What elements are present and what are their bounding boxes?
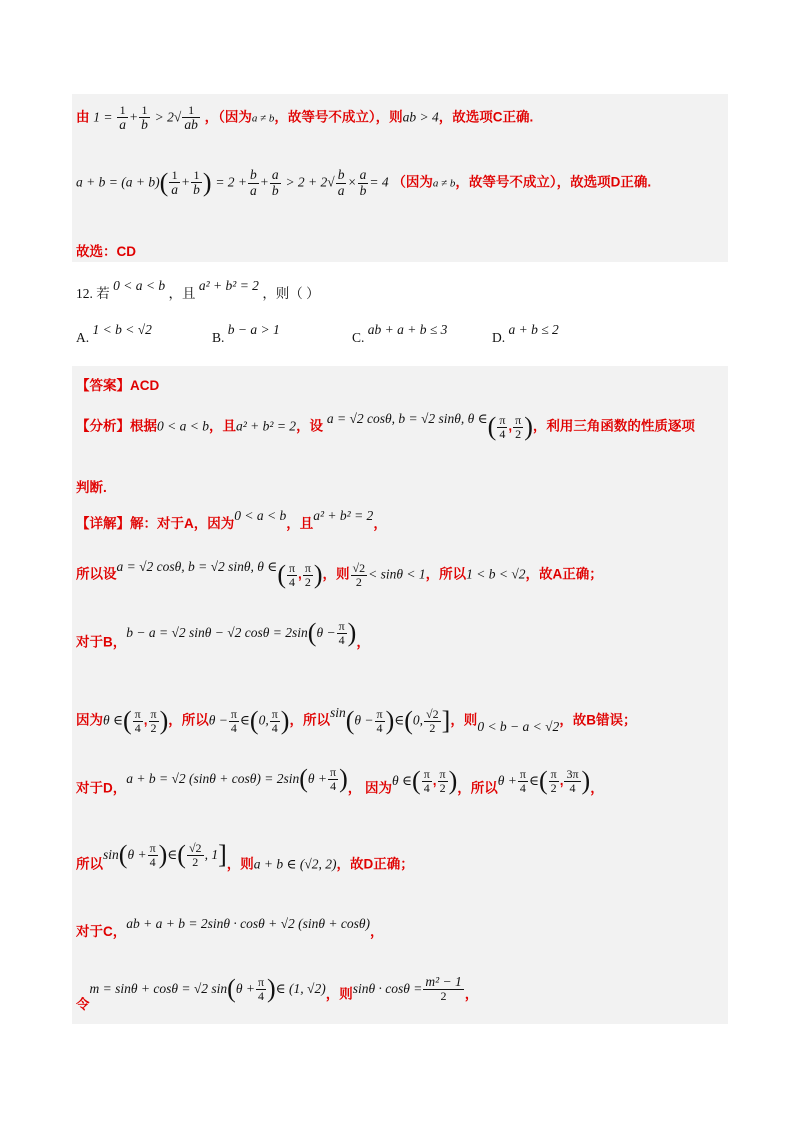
option-b: B. b − a > 1: [212, 322, 280, 345]
question-12: 12. 若 0 < a < b ，且 a² + b² = 2 ，则（ ）: [76, 278, 320, 301]
option-a: A. 1 < b < √2: [76, 322, 152, 345]
detail-b-range: 因为θ ∈( $\frac{\pi}{4}$ , $\frac{\pi}{2}$ )，所以θ − $\frac{\pi}{4}$ ∈(0, $\frac{\pi}{4}$ )，所以sin(θ − $\frac{\pi}{4}$ )∈(0, $\frac{√2}{2}$ ]，则0 < b − a < √2，故B错误；: [76, 704, 637, 735]
option-c: C. ab + a + b ≤ 3: [352, 322, 448, 345]
option-d: D. a + b ≤ 2: [492, 322, 559, 345]
detail-a-param: 所以设a = √2 cosθ, b = √2 sinθ, θ ∈( $\frac{\pi}{4}$ , $\frac{\pi}{2}$ )，则 $\frac{√2}{2}$ < sinθ < 1，所以1 < b < √2，故A正确；: [76, 558, 603, 589]
detail-d-line: 对于D，a + b = √2 (sinθ + cosθ) = 2sin(θ + $\frac{\pi}{4}$ )， 因为θ ∈( $\frac{\pi}{4}$ , $\frac{\pi}{2}$ )，所以θ + $\frac{\pi}{4}$ ∈( $\frac{\pi}{2}$ , $\frac{3\pi}{4}$ )，: [76, 764, 604, 796]
detail-c-sub: 令m = sinθ + cosθ = √2 sin(θ + $\frac{\pi}{4}$ )∈ (1, √2)，则sinθ · cosθ = $\frac{\text{m² − 1}}{2}$ ，: [76, 974, 479, 1012]
answer-label: 【答案】ACD: [76, 378, 160, 393]
detail-a-line: 【详解】解：对于A，因为0 < a < b，且a² + b² = 2，: [76, 508, 387, 531]
analysis-line: 【分析】根据0 < a < b，且a² + b² = 2，设 a = √2 cosθ, b = √2 sinθ, θ ∈( $\frac{\pi}{4}$ , $\frac{\pi}{2}$ )，利用三角函数的性质逐项: [76, 410, 695, 441]
analysis-line-2: 判断.: [76, 480, 107, 495]
detail-b-line: 对于B，b − a = √2 sinθ − √2 cosθ = 2sin(θ − $\frac{\pi}{4}$ )，: [76, 618, 370, 650]
solution-line-c: 由 1 = $\frac{1}{a}$ + $\frac{1}{b}$ > 2√ $\frac{1}{ab}$ ，（因为a ≠ b，故等号不成立），则ab > 4，故选项C正确.: [76, 103, 534, 132]
detail-d-range: 所以sin(θ + $\frac{\pi}{4}$ )∈( $\frac{√2}{2}$ , 1]，则a + b ∈ (√2, 2)，故D正确；: [76, 840, 414, 872]
solution-line-d: a + b = (a + b)( $\frac{1}{a}$ + $\frac{1}{b}$ ) = 2 + $\frac{b}{a}$ + $\frac{a}{b}$ > 2 + 2√ $\frac{b}{a}$ × $\frac{a}{b}$ = 4 （因为a ≠ b，故等号不成立），故选项D正确.: [76, 167, 652, 198]
answer-line-11: 故选：CD: [76, 244, 136, 259]
detail-c-line: 对于C，ab + a + b = 2sinθ · cosθ + √2 (sinθ + cosθ)，: [76, 916, 384, 939]
